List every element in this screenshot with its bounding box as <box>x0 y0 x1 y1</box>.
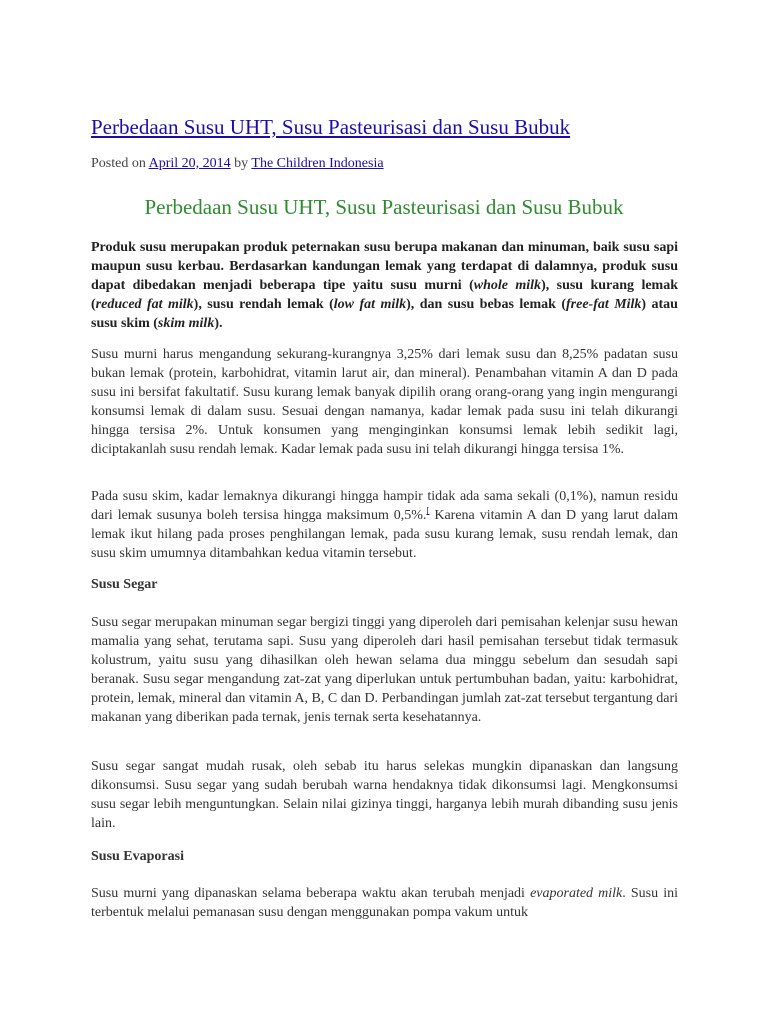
lead-paragraph <box>91 238 678 333</box>
evap-text-2: . Susu ini terbentuk melalui pemanasan susu dengan menggunakan pompa vakum untuk <box>91 886 678 920</box>
paragraph-susu-segar-1: Susu segar merupakan minuman segar bergizi tinggi yang diperoleh dari pemisahan kelenjar susu hewan mamalia yang sehat, terutama sapi. Susu yang diperoleh dari hasil pemisahan tersebut tidak termasuk kolustrum, yaitu susu yang dihasilkan oleh hewan selama dua minggu sebelum dan sesudah sapi beranak. Susu segar mengandung zat-zat yang diperlukan untuk pertumbuhan badan, yaitu: karbohidrat, protein, lemak, mineral dan vitamin A, B, C dan D. Perbandingan jumlah zat-zat tersebut tergantung dari makanan yang diberikan pada ternak, jenis ternak serta kesehatannya. <box>91 615 678 725</box>
footnote-link[interactable]: [ <box>426 505 430 516</box>
lead-term-reduced-fat: reduced fat milk <box>95 297 194 312</box>
lead-text-6: ). <box>214 316 223 331</box>
evap-text-1: Susu murni yang dipanaskan selama beberapa waktu akan terubah menjadi <box>91 886 531 901</box>
posted-on-label: Posted on <box>91 156 146 171</box>
post-date-link[interactable]: April 20, 2014 <box>148 156 231 171</box>
lead-term-free-fat: free-fat Milk <box>566 297 642 312</box>
lead-term-low-fat: low fat milk <box>333 297 407 312</box>
post-meta <box>91 154 384 174</box>
evap-term: evaporated milk <box>530 886 623 901</box>
skim-text-2: Karena vitamin A dan D yang larut dalam lemak ikut hilang pada proses penghilangan lemak, pada susu kurang lemak, susu rendah lemak, dan susu skim umumnya ditambahkan kedua vitamin tersebut. <box>91 508 678 561</box>
skim-text-1: Pada susu skim, kadar lemaknya dikurangi hingga hampir tidak ada sama sekali (0,1%), namun residu dari lemak susunya boleh tersisa hingga maksimum 0,5%. <box>91 489 678 523</box>
heading-susu-segar: Susu Segar <box>91 577 158 592</box>
article-heading: Perbedaan Susu UHT, Susu Pasteurisasi dan Susu Bubuk <box>144 195 624 219</box>
paragraph-susu-skim <box>91 487 678 563</box>
lead-term-whole-milk: whole milk <box>473 278 542 293</box>
post-title <box>91 112 570 142</box>
lead-text-5: ) atau susu skim ( <box>91 297 678 331</box>
post-title-link[interactable]: Perbedaan Susu UHT, Susu Pasteurisasi dan Susu Bubuk <box>91 115 571 139</box>
paragraph-susu-segar-2: Susu segar sangat mudah rusak, oleh sebab itu harus selekas mungkin dipanaskan dan langsung dikonsumsi. Susu segar yang sudah berubah warna hendaknya tidak dikonsumsi lagi. Mengkonsumsi susu segar lebih menguntungkan. Selain nilai gizinya tinggi, harganya lebih murah dibanding susu jenis lain. <box>91 759 678 831</box>
lead-text-1: Produk susu merupakan produk peternakan susu berupa makanan dan minuman, baik susu sapi maupun susu kerbau. Berdasarkan kandungan lemak yang terdapat di dalamnya, produk susu dapat dibedakan menjadi beberapa tipe yaitu susu murni ( <box>91 240 678 293</box>
lead-text-2: ), susu kurang lemak ( <box>91 278 678 312</box>
author-link[interactable]: The Children Indonesia <box>251 156 384 171</box>
paragraph-susu-evaporasi <box>91 884 678 922</box>
paragraph-susu-murni: Susu murni harus mengandung sekurang-kurangnya 3,25% dari lemak susu dan 8,25% padatan susu bukan lemak (protein, karbohidrat, vitamin larut air, dan mineral). Penambahan vitamin A dan D pada susu ini bersifat fakultatif. Susu kurang lemak banyak dipilih orang orang-orang yang ingin mengurangi konsumsi lemak di dalam susu. Sesuai dengan namanya, kadar lemak pada susu ini telah dikurangi hingga tersisa 2%. Untuk konsumen yang menginginkan konsumsi lemak lebih sedikit lagi, diciptakanlah susu rendah lemak. Kadar lemak pada susu ini telah dikurangi hingga tersisa 1%. <box>91 347 678 457</box>
lead-text-4: ), dan susu bebas lemak ( <box>406 297 566 312</box>
by-label: by <box>234 156 249 171</box>
lead-term-skim: skim milk <box>157 316 215 331</box>
heading-susu-evaporasi: Susu Evaporasi <box>91 849 184 864</box>
lead-text-3: ), susu rendah lemak ( <box>193 297 334 312</box>
